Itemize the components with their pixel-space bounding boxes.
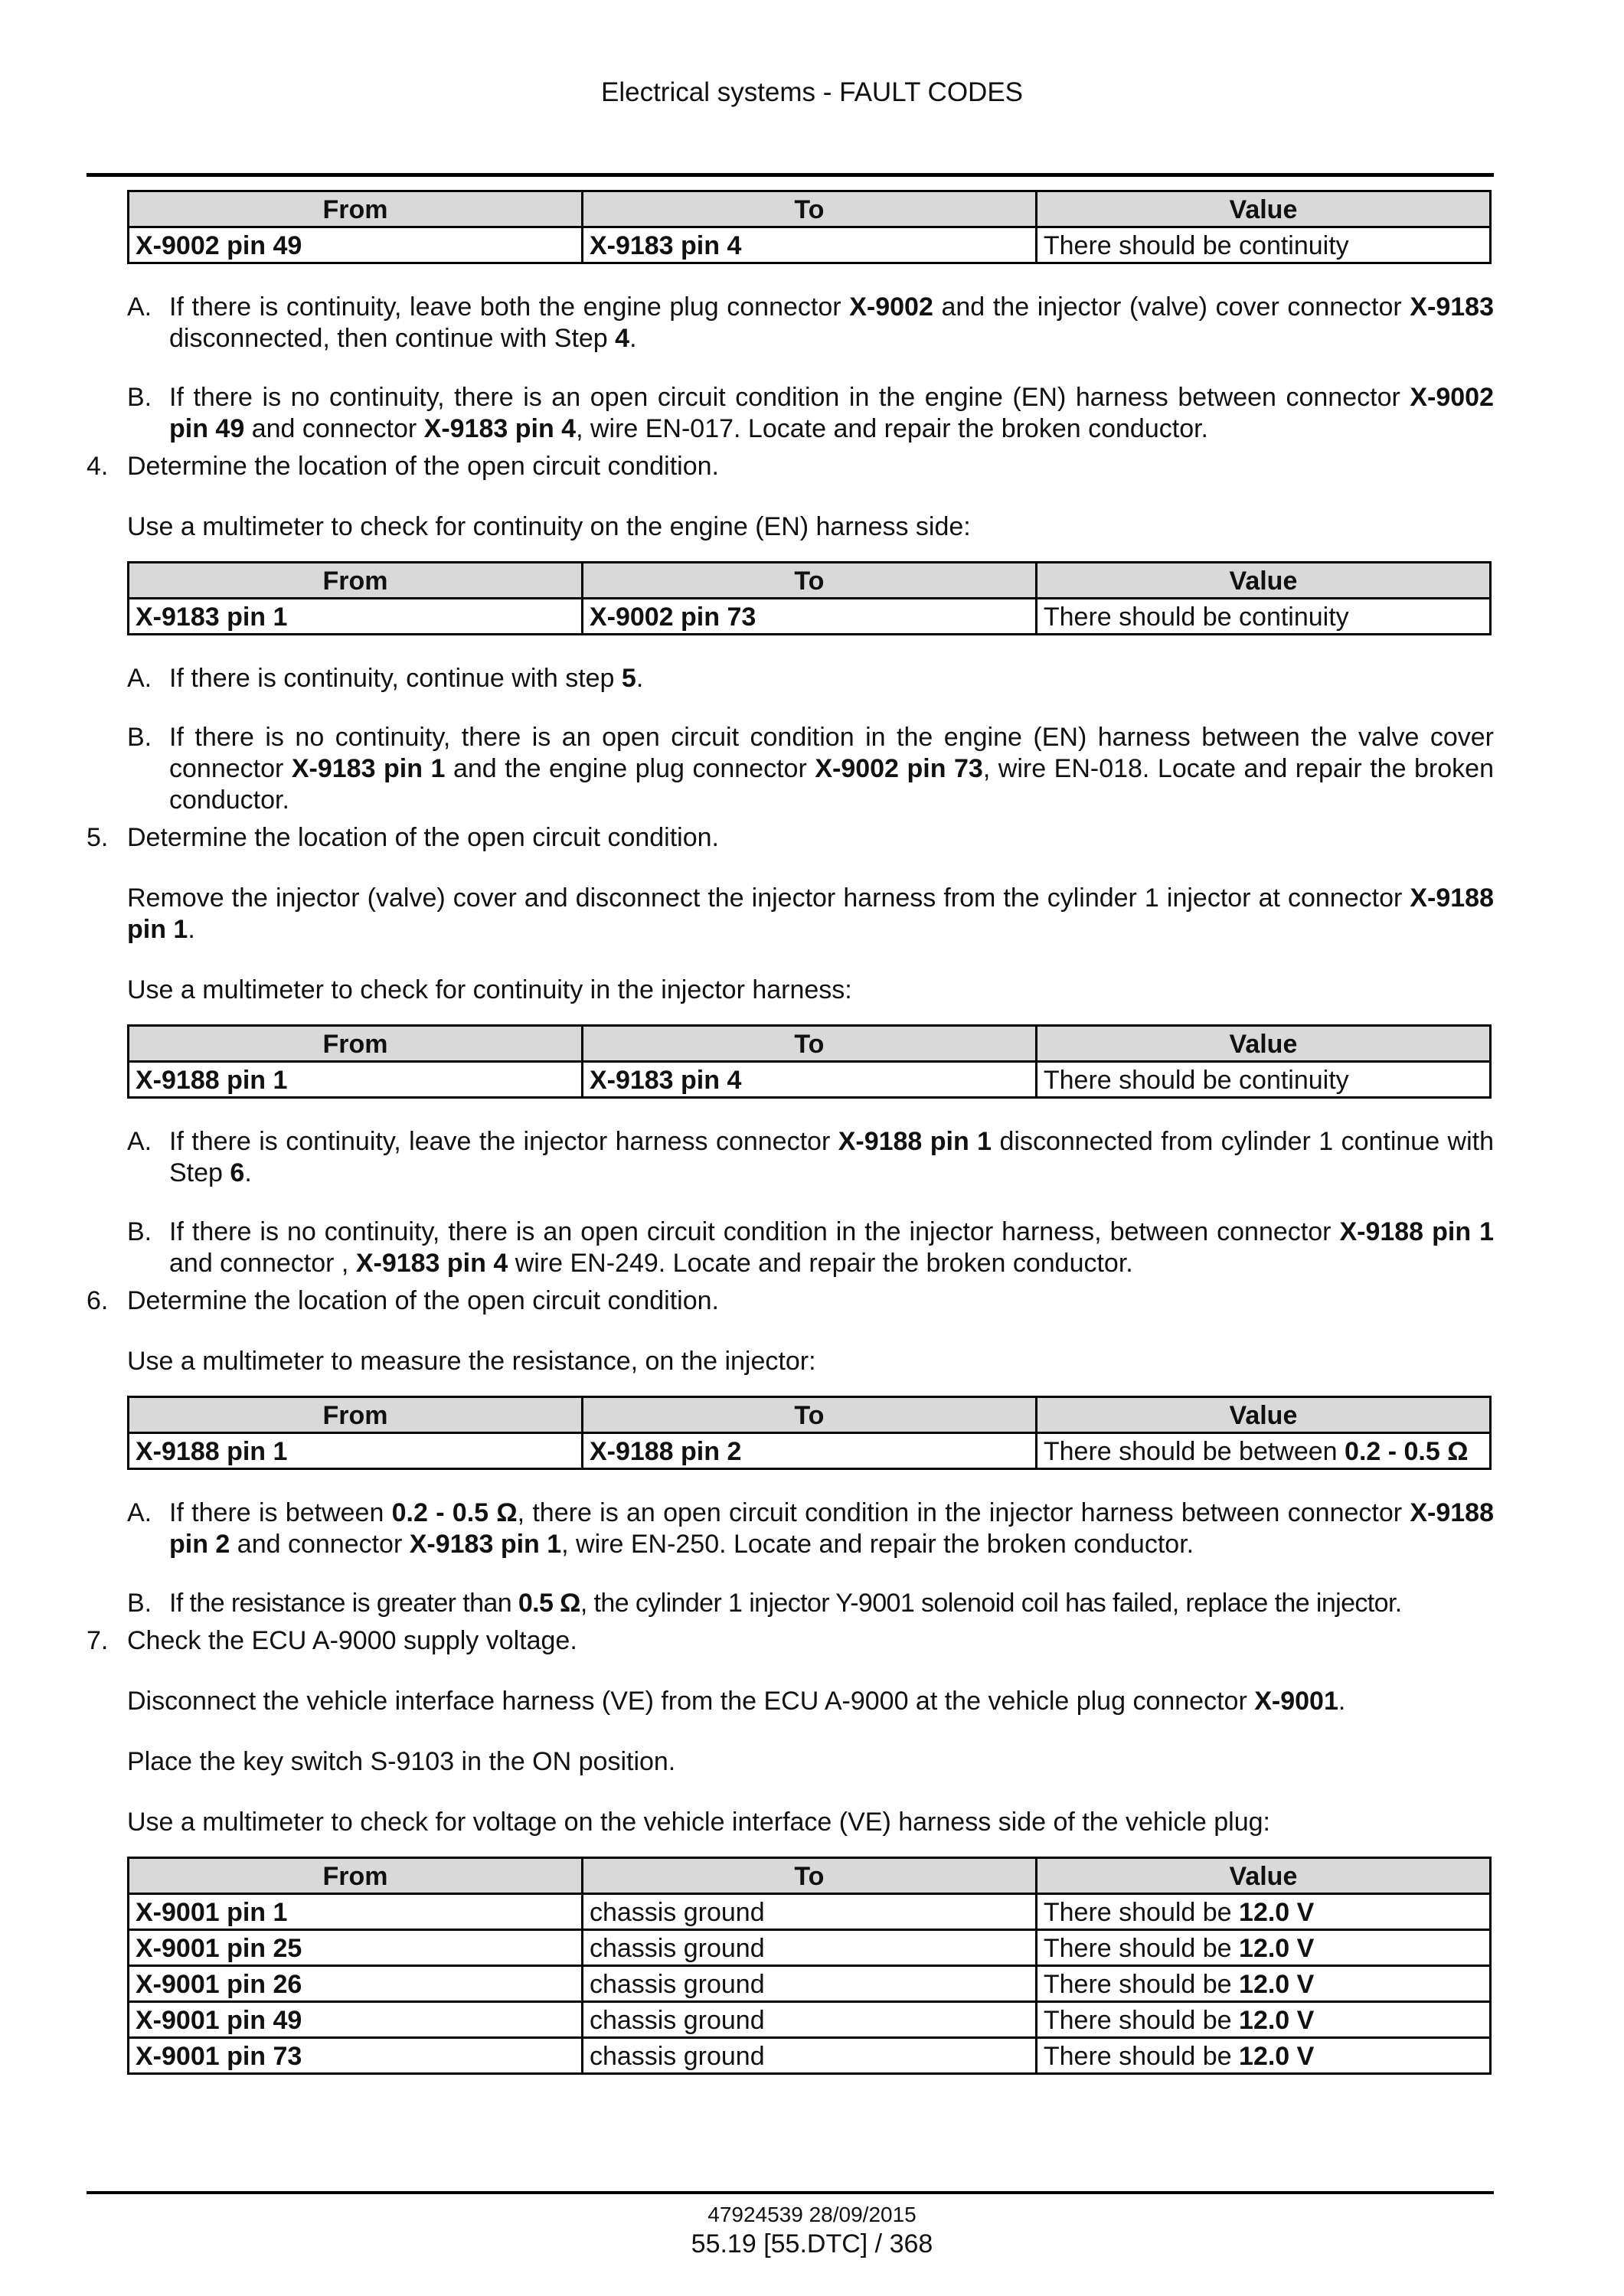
substep-label: B. xyxy=(127,723,152,752)
cell-value: There should be continuity xyxy=(1036,227,1490,263)
cell-to: X-9183 pin 4 xyxy=(582,227,1036,263)
step-title: Check the ECU A-9000 supply voltage. xyxy=(127,1626,577,1655)
table-row xyxy=(129,1966,1491,2002)
step-title: Determine the location of the open circuit condition. xyxy=(127,452,720,481)
col-value: Value xyxy=(1036,1026,1490,1062)
cell-value: There should be 12.0 V xyxy=(1036,2038,1490,2074)
cell-value: There should be continuity xyxy=(1036,599,1490,635)
cell-from: X-9001 pin 26 xyxy=(129,1966,583,2002)
col-to: To xyxy=(582,563,1036,599)
cell-value: There should be 12.0 V xyxy=(1036,1966,1490,2002)
substep-label: B. xyxy=(127,1589,152,1618)
substep-label: A. xyxy=(127,292,152,322)
paragraph: Use a multimeter to check for continuity on the engine (EN) harness side: xyxy=(127,512,971,541)
substep-4b: B. If there is no continuity, there is an open circuit condition in the engine (EN) harness between the valve cover connector X-9183 pin 1 and the engine plug connector X-9002 pin 73, wire EN-018. Locate and repair the broken conductor. xyxy=(127,723,1494,815)
substep-4a: A. If there is continuity, continue with step 5. xyxy=(127,664,644,693)
step-number: 5. xyxy=(87,823,109,852)
substep-5b: B. If there is no continuity, there is an open circuit condition in the injector harness, between connector X-9188 pin 1 and connector , X-9183 pin 4 wire EN-249. Locate and repair the broken conductor. xyxy=(127,1217,1494,1278)
substep-label: A. xyxy=(127,664,152,693)
table-header-row xyxy=(129,1858,1491,1894)
col-value: Value xyxy=(1036,1397,1490,1433)
cell-to: chassis ground xyxy=(582,1930,1036,1966)
cell-value: There should be 12.0 V xyxy=(1036,1930,1490,1966)
col-from: From xyxy=(129,1026,583,1062)
table-row xyxy=(129,2038,1491,2074)
col-to: To xyxy=(582,1397,1036,1433)
cell-from: X-9001 pin 73 xyxy=(129,2038,583,2074)
page-header: Electrical systems - FAULT CODES xyxy=(600,77,1024,107)
step-number: 7. xyxy=(87,1626,109,1655)
footer-rule xyxy=(87,2191,1494,2194)
substep-label: A. xyxy=(127,1498,152,1527)
table-header-row xyxy=(129,1397,1491,1433)
table-row xyxy=(129,599,1491,635)
cell-value: There should be 12.0 V xyxy=(1036,1894,1490,1930)
col-value: Value xyxy=(1036,1858,1490,1894)
col-from: From xyxy=(129,1858,583,1894)
page-content xyxy=(87,190,1494,2075)
continuity-table-2 xyxy=(127,561,1492,635)
step-title: Determine the location of the open circuit condition. xyxy=(127,823,720,852)
step-6 xyxy=(87,1285,1494,1317)
cell-from: X-9001 pin 1 xyxy=(129,1894,583,1930)
substep-5a: A. If there is continuity, leave the injector harness connector X-9188 pin 1 disconnected from cylinder 1 continue with Step 6. xyxy=(127,1127,1495,1187)
substep-label: A. xyxy=(127,1127,152,1156)
step-number: 6. xyxy=(87,1286,109,1315)
cell-to: X-9002 pin 73 xyxy=(582,599,1036,635)
paragraph: Remove the injector (valve) cover and disconnect the injector harness from the cylinder 1 injector at connector X-9188 pin 1. xyxy=(127,883,1494,944)
cell-from: X-9188 pin 1 xyxy=(129,1062,583,1098)
col-to: To xyxy=(582,1858,1036,1894)
cell-to: X-9188 pin 2 xyxy=(582,1433,1036,1469)
paragraph: Use a multimeter to check for voltage on the vehicle interface (VE) harness side of the vehicle plug: xyxy=(127,1808,1270,1837)
cell-to: chassis ground xyxy=(582,2002,1036,2038)
voltage-table xyxy=(127,1857,1492,2075)
footer-document-id: 47924539 28/09/2015 xyxy=(707,2203,917,2226)
table-row xyxy=(129,1930,1491,1966)
cell-from: X-9183 pin 1 xyxy=(129,599,583,635)
resistance-table xyxy=(127,1396,1492,1470)
cell-from: X-9002 pin 49 xyxy=(129,227,583,263)
cell-from: X-9188 pin 1 xyxy=(129,1433,583,1469)
table-row xyxy=(129,227,1491,263)
col-to: To xyxy=(582,1026,1036,1062)
substep-label: B. xyxy=(127,383,152,412)
step-5 xyxy=(87,822,1494,854)
header-rule xyxy=(87,173,1494,177)
step-4 xyxy=(87,451,1494,482)
table-row xyxy=(129,1894,1491,1930)
col-from: From xyxy=(129,563,583,599)
substep-6a: A. If there is between 0.2 - 0.5 Ω, there is an open circuit condition in the injector harness between connector X-9188 pin 2 and connector X-9183 pin 1, wire EN-250. Locate and repair the broken conductor. xyxy=(127,1498,1494,1559)
step-title: Determine the location of the open circuit condition. xyxy=(127,1286,720,1315)
cell-from: X-9001 pin 25 xyxy=(129,1930,583,1966)
paragraph: Place the key switch S-9103 in the ON position. xyxy=(127,1747,676,1776)
col-from: From xyxy=(129,1397,583,1433)
continuity-table-3 xyxy=(127,1024,1492,1099)
cell-to: chassis ground xyxy=(582,1966,1036,2002)
step-number: 4. xyxy=(87,452,109,481)
substep-3a: A. If there is continuity, leave both the engine plug connector X-9002 and the injector (valve) cover connector X-9183 disconnected, then continue with Step 4. xyxy=(127,292,1494,353)
paragraph: Use a multimeter to check for continuity in the injector harness: xyxy=(127,975,852,1004)
substep-label: B. xyxy=(127,1217,152,1246)
col-value: Value xyxy=(1036,563,1490,599)
col-value: Value xyxy=(1036,191,1490,227)
cell-to: X-9183 pin 4 xyxy=(582,1062,1036,1098)
table-row xyxy=(129,2002,1491,2038)
table-row xyxy=(129,1062,1491,1098)
step-7 xyxy=(87,1625,1494,1657)
table-row xyxy=(129,1433,1491,1469)
table-header-row xyxy=(129,1026,1491,1062)
cell-value: There should be continuity xyxy=(1036,1062,1490,1098)
substep-3b: B. If there is no continuity, there is an open circuit condition in the engine (EN) harness between connector X-9002 pin 49 and connector X-9183 pin 4, wire EN-017. Locate and repair the broken conductor. xyxy=(127,383,1494,443)
paragraph: Use a multimeter to measure the resistance, on the injector: xyxy=(127,1347,816,1376)
cell-value: There should be between 0.2 - 0.5 Ω xyxy=(1036,1433,1490,1469)
col-to: To xyxy=(582,191,1036,227)
cell-to: chassis ground xyxy=(582,1894,1036,1930)
col-from: From xyxy=(129,191,583,227)
footer-page-number: 55.19 [55.DTC] / 368 xyxy=(691,2229,933,2258)
substep-6b: B. If the resistance is greater than 0.5 Ω, the cylinder 1 injector Y-9001 solenoid coil has failed, replace the injector. xyxy=(127,1589,1402,1618)
continuity-table-1 xyxy=(127,190,1492,264)
table-header-row xyxy=(129,191,1491,227)
cell-to: chassis ground xyxy=(582,2038,1036,2074)
paragraph: Disconnect the vehicle interface harness (VE) from the ECU A-9000 at the vehicle plug connector X-9001. xyxy=(127,1687,1346,1716)
table-header-row xyxy=(129,563,1491,599)
cell-from: X-9001 pin 49 xyxy=(129,2002,583,2038)
cell-value: There should be 12.0 V xyxy=(1036,2002,1490,2038)
